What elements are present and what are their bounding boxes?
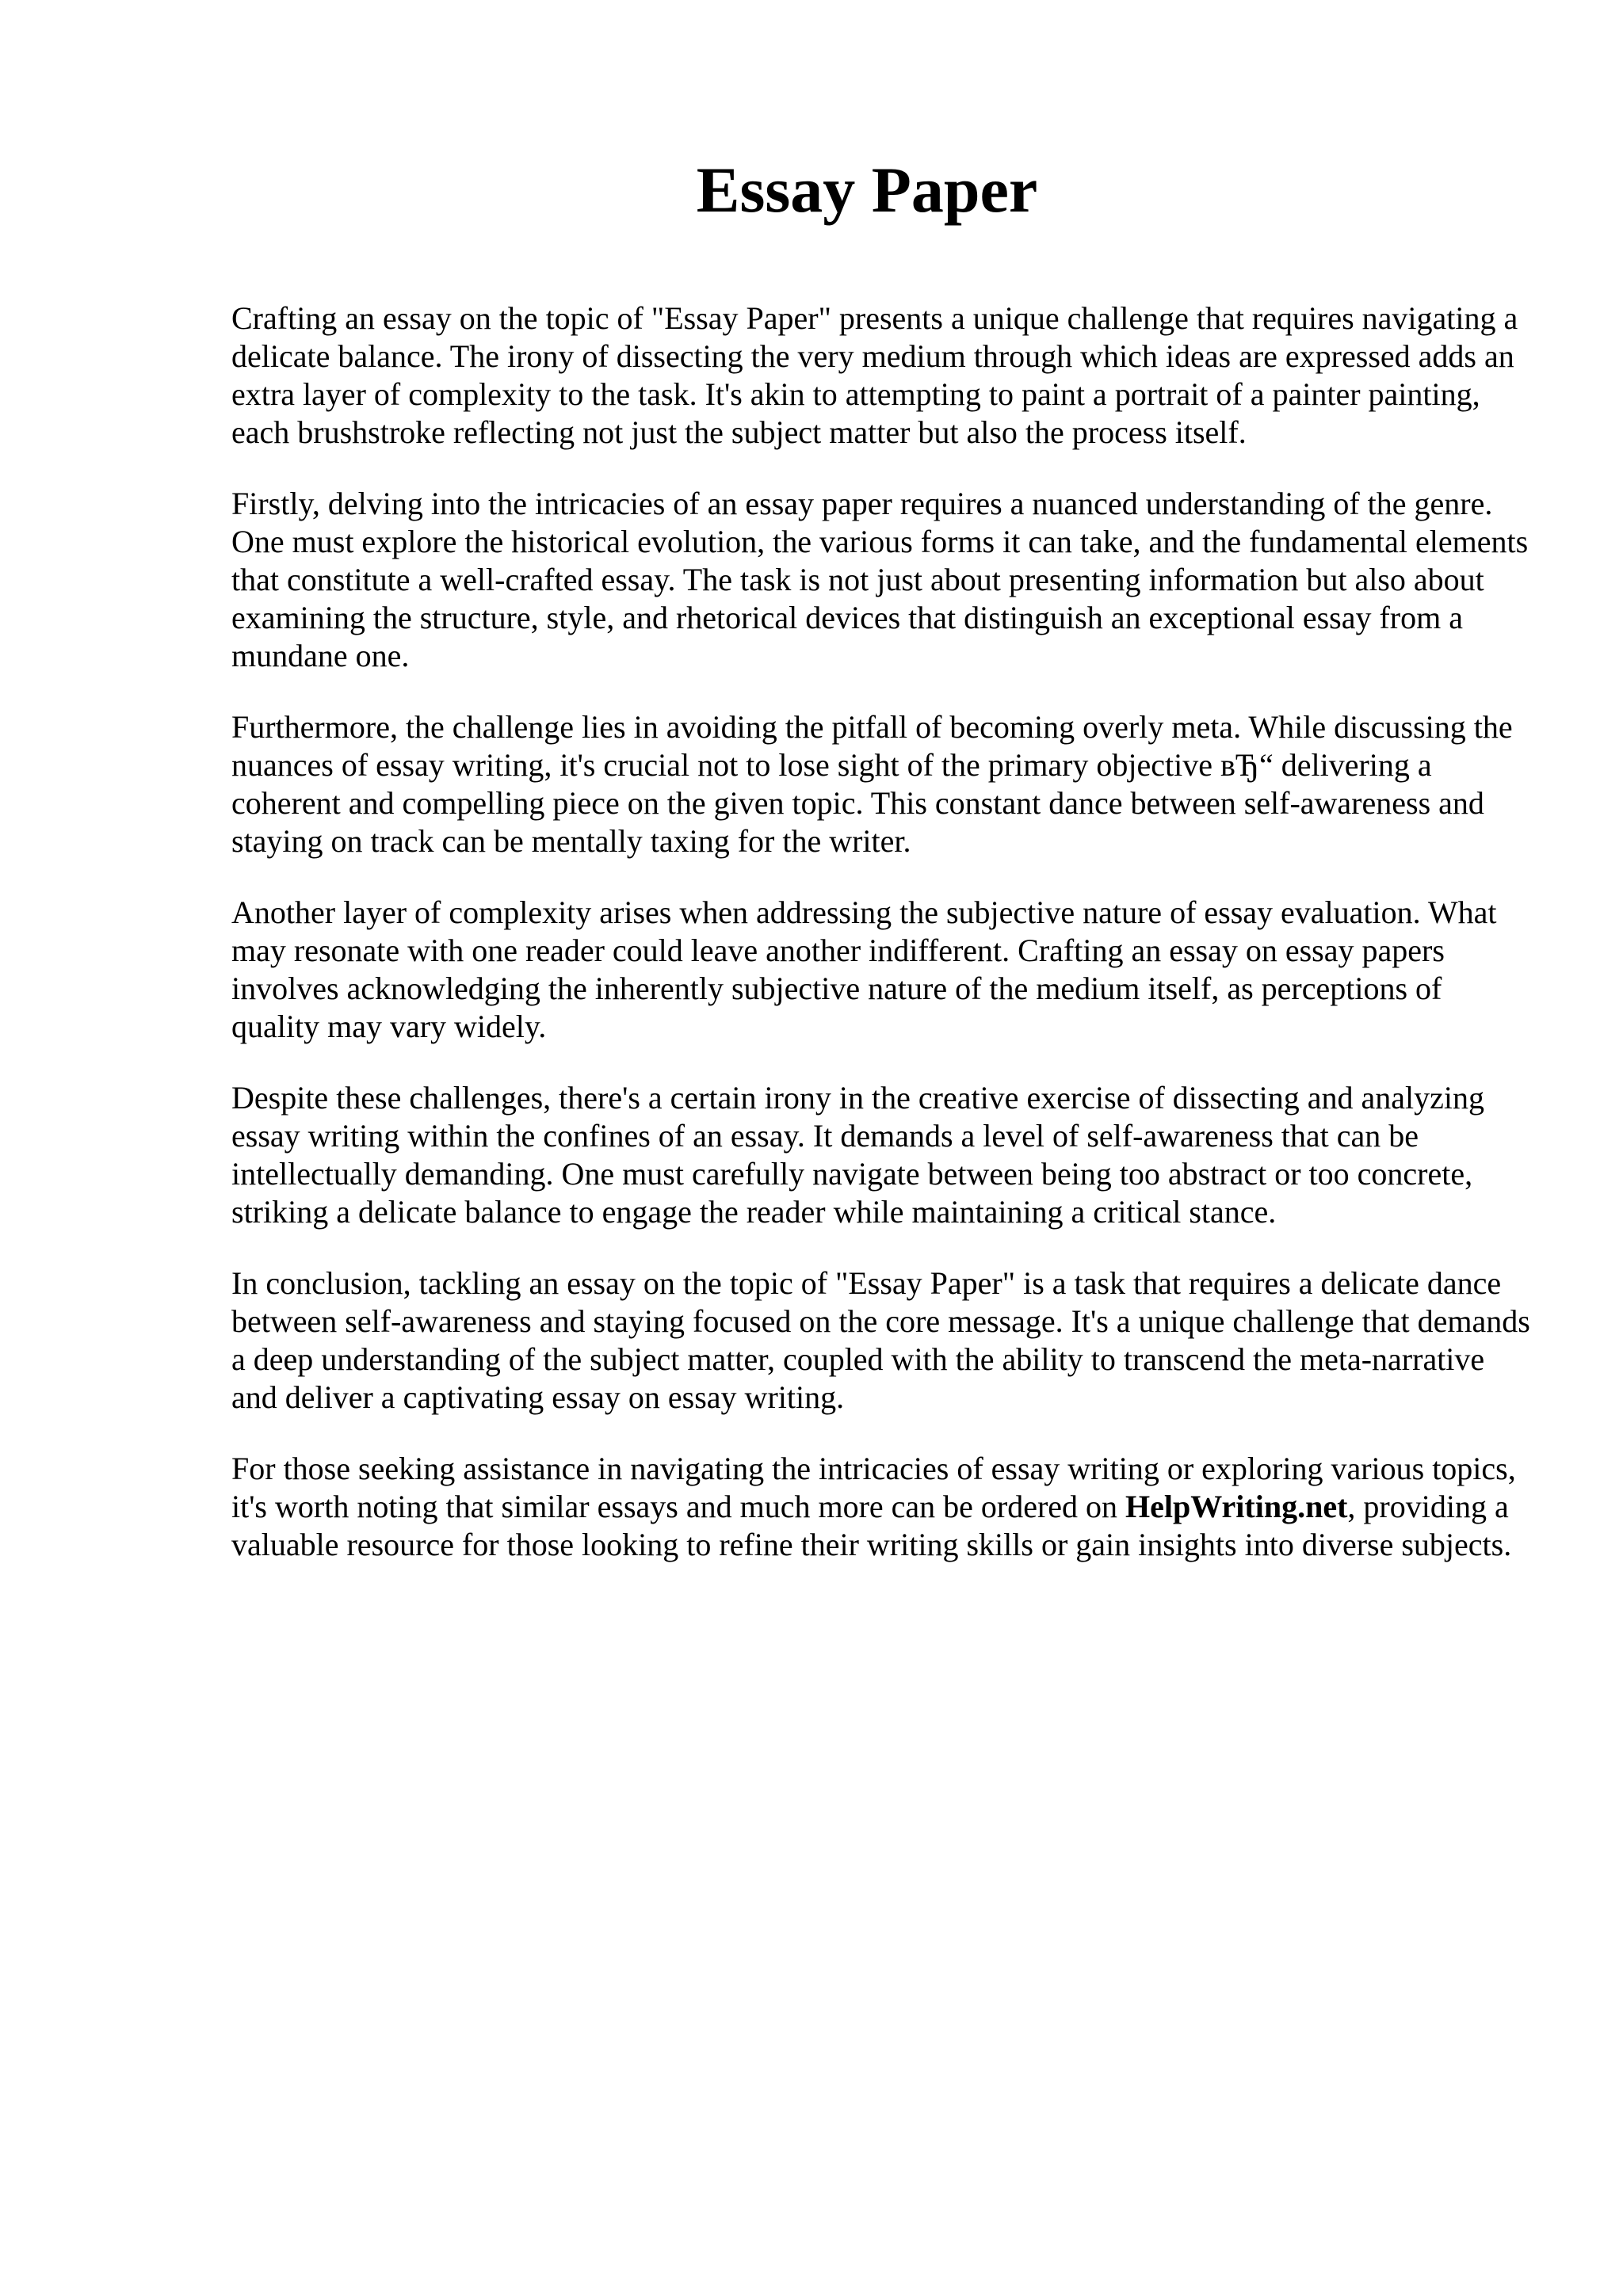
- paragraph-furthermore: Furthermore, the challenge lies in avoiding the pitfall of becoming overly meta. While discussing the nuances of essay writing, it's crucial not to lose sight of the primary objective вЂ“ delivering a coherent and compelling piece on the given topic. This constant dance between self-awareness and staying on track can be mentally taxing for the writer.: [231, 709, 1513, 859]
- document-body: [231, 299, 1531, 1597]
- paragraph-intro: Crafting an essay on the topic of "Essay Paper" presents a unique challenge that requires navigating a delicate balance. The irony of dissecting the very medium through which ideas are expressed adds an extra layer of complexity to the task. It's akin to attempting to paint a portrait of a painter painting, each brushstroke reflecting not just the subject matter but also the process itself.: [231, 300, 1518, 450]
- paragraph-closing: [231, 1450, 1531, 1564]
- paragraph-firstly: Firstly, delving into the intricacies of an essay paper requires a nuanced understanding of the genre. One must explore the historical evolution, the various forms it can take, and the fundamental elements that constitute a well-crafted essay. The task is not just about presenting information but also about examining the structure, style, and rhetorical devices that distinguish an exceptional essay from a mundane one.: [231, 486, 1529, 673]
- paragraph-another-layer: Another layer of complexity arises when addressing the subjective nature of essay evaluation. What may resonate with one reader could leave another indifferent. Crafting an essay on essay papers involves acknowledging the inherently subjective nature of the medium itself, as perceptions of quality may vary widely.: [231, 894, 1497, 1044]
- closing-text-after: , providing a valuable resource for those looking to refine their writing skills or gain insights into diverse subjects.: [231, 1489, 1512, 1562]
- page-title: Essay Paper: [696, 154, 1038, 226]
- brand-name: HelpWriting.net: [1125, 1489, 1348, 1524]
- paragraph-conclusion: In conclusion, tackling an essay on the topic of "Essay Paper" is a task that requires a delicate dance between self-awareness and staying focused on the core message. It's a unique challenge that demands a deep understanding of the subject matter, coupled with the ability to transcend the meta-narrative and deliver a captivating essay on essay writing.: [231, 1265, 1530, 1415]
- paragraph-despite: Despite these challenges, there's a certain irony in the creative exercise of dissecting and analyzing essay writing within the confines of an essay. It demands a level of self-awareness that can be intellectually demanding. One must carefully navigate between being too abstract or too concrete, striking a delicate balance to engage the reader while maintaining a critical stance.: [231, 1080, 1484, 1230]
- closing-text-before: For those seeking assistance in navigating the intricacies of essay writing or exploring various topics, it's worth noting that similar essays and much more can be ordered on: [231, 1451, 1516, 1524]
